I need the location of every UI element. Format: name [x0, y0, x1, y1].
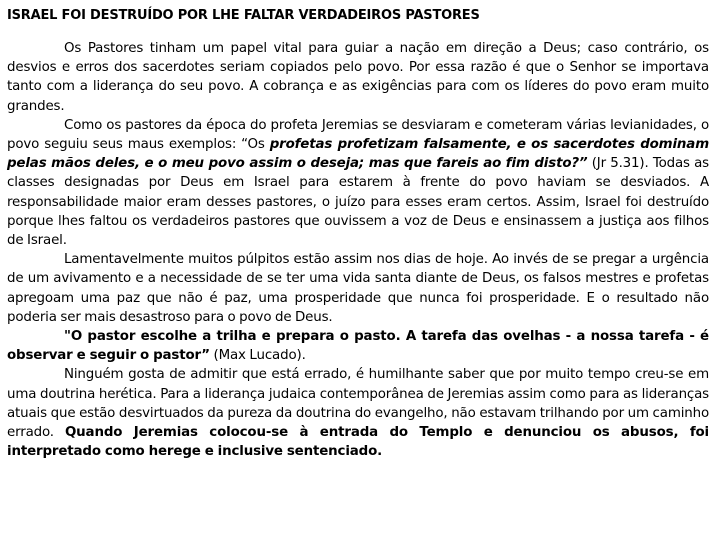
document-title: ISRAEL FOI DESTRUÍDO POR LHE FALTAR VERDADEIROS PASTORES	[7, 8, 480, 23]
paragraph-5	[7, 365, 709, 461]
paragraph-2	[7, 116, 709, 250]
document-body	[7, 39, 709, 461]
paragraph-4	[7, 327, 709, 365]
bible-quote: profetas profetizam falsamente, e os sacerdotes dominam pelas mãos deles, e o meu povo assim o deseja; mas que fareis ao fim disto?”	[7, 137, 709, 172]
paragraph-5-intro: Ninguém gosta de admitir que está errado, é humilhante saber que por muito tempo creu-se em uma doutrina herética. Para a liderança judaica contemporânea de Jeremias assim como para as lideranças atuais que estão desvirtuados da pureza da doutrina do evangelho, não estavam trilhando por um caminho errado.	[7, 367, 709, 441]
paragraph-2-rest: (Jr 5.31). Todas as classes designadas por Deus em Israel para estarem à frente do povo haviam se desviados. A responsabilidade maior eram desses pastores, o juízo para esses eram certos. Assim, Israel foi destruído porque lhes faltou os verdadeiros pastores que ouvissem a voz de Deus e ensinassem a justiça aos filhos de Israel.	[7, 156, 709, 249]
paragraph-1: Os Pastores tinham um papel vital para guiar a nação em direção a Deus; caso contrário, os desvios e erros dos sacerdotes seriam copiados pelo povo. Por essa razão é que o Senhor se importava tanto com a liderança do seu povo. A cobrança e as exigências para com os líderes do povo eram muito grandes.	[7, 41, 709, 114]
document-page	[7, 7, 709, 461]
quote-attribution: (Max Lucado).	[209, 348, 306, 364]
paragraph-2-intro: Como os pastores da época do profeta Jeremias se desviaram e cometeram várias levianidades, o povo seguiu seus maus exemplos: “Os	[7, 117, 709, 153]
paragraph-5-emphasis: Quando Jeremias colocou-se à entrada do Templo e denunciou os abusos, foi interpretado como herege e inclusive sentenciado.	[7, 425, 709, 460]
lucado-quote: "O pastor escolhe a trilha e prepara o pasto. A tarefa das ovelhas - a nossa tarefa - é observar e seguir o pastor”	[7, 329, 709, 364]
paragraph-3: Lamentavelmente muitos púlpitos estão assim nos dias de hoje. Ao invés de se pregar a urgência de um avivamento e a necessidade de se ter uma vida santa diante de Deus, os falsos mestres e profetas apregoam uma paz que não é paz, uma prosperidade que nunca foi prosperidade. E o resultado não poderia ser mais desastroso para o povo de Deus.	[7, 252, 709, 325]
